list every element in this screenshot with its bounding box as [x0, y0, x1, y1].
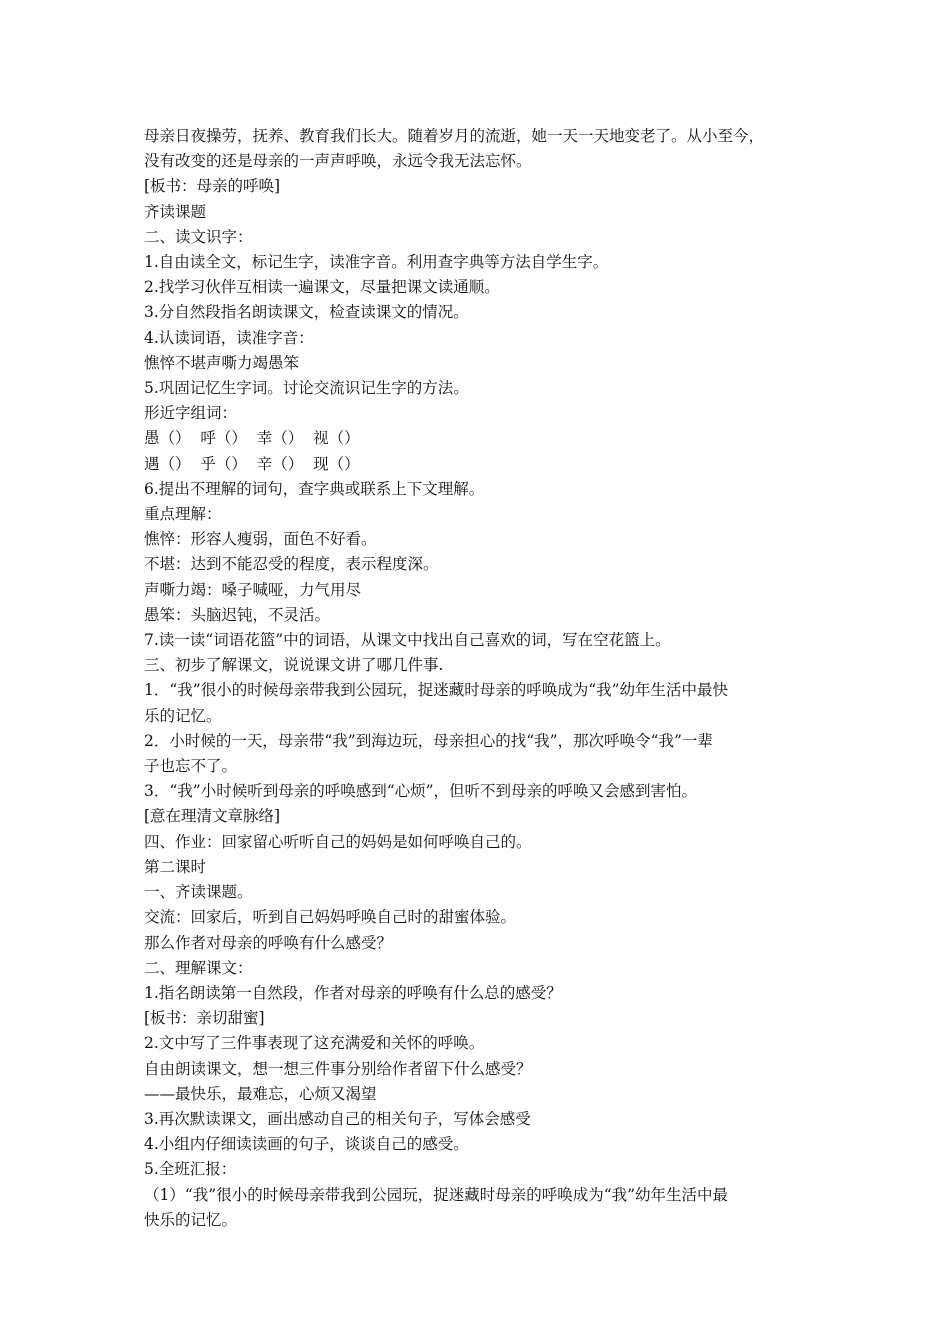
list-item: 7.读一读“词语花篮”中的词语，从课文中找出自己喜欢的词，写在空花篮上。 — [144, 631, 671, 650]
list-item: 1.自由读全文，标记生字，读准字音。利用查字典等方法自学生字。 — [144, 253, 609, 272]
lesson-heading: 第二课时 — [144, 857, 207, 876]
exercise-row: 遇（） 乎（） 辛（） 现（） — [144, 454, 360, 473]
list-item: （1）“我”很小的时候母亲带我到公园玩，捉迷藏时母亲的呼唤成为“我”幼年生活中最 — [144, 1185, 729, 1204]
text-line: 形近字组词： — [144, 404, 238, 423]
list-item: 3.分自然段指名朗读课文，检查读课文的情况。 — [144, 303, 469, 322]
list-item: 4.认读词语，读准字音： — [144, 328, 314, 347]
definition-line: 憔悴：形容人瘦弱，面色不好看。 — [144, 530, 377, 549]
list-item: 5.全班汇报： — [144, 1160, 237, 1179]
list-item: 6.提出不理解的词句，查字典或联系上下文理解。 — [144, 479, 485, 498]
list-item: 2.找学习伙伴互相读一遍课文，尽量把课文读通顺。 — [144, 278, 500, 297]
text-line: 乐的记忆。 — [144, 706, 222, 725]
list-item: 3.再次默读课文，画出感动自己的相关句子，写体会感受 — [144, 1109, 531, 1128]
list-item: 2.文中写了三件事表现了这充满爱和关怀的呼唤。 — [144, 1034, 485, 1053]
definition-line: 愚笨：头脑迟钝，不灵活。 — [144, 605, 331, 624]
text-line: ——最快乐，最难忘，心烦又渴望 — [144, 1084, 377, 1103]
text-line: 子也忘不了。 — [144, 757, 238, 776]
board-note: [意在理清文章脉络] — [144, 807, 281, 826]
board-note: [板书：母亲的呼唤] — [144, 177, 281, 196]
section-heading: 三、初步了解课文，说说课文讲了哪几件事. — [144, 656, 444, 675]
definition-line: 不堪：达到不能忍受的程度，表示程度深。 — [144, 555, 439, 574]
section-heading: 二、理解课文： — [144, 958, 253, 977]
document-body — [144, 124, 810, 1233]
text-line: 自由朗读课文，想一想三件事分别给作者留下什么感受？ — [144, 1059, 532, 1078]
text-line: 齐读课题 — [144, 202, 207, 221]
text-line: 那么作者对母亲的呼唤有什么感受？ — [144, 933, 393, 952]
list-item: 5.巩固记忆生字词。讨论交流识记生字的方法。 — [144, 379, 469, 398]
section-heading: 二、读文识字： — [144, 227, 253, 246]
list-item: 2．小时候的一天，母亲带“我”到海边玩，母亲担心的找“我”，那次呼唤令“我”一辈 — [144, 731, 713, 750]
exercise-row: 愚（） 呼（） 幸（） 视（） — [144, 429, 360, 448]
text-line: 没有改变的还是母亲的一声声呼唤，永远令我无法忘怀。 — [144, 152, 532, 171]
definition-line: 声嘶力竭：嗓子喊哑，力气用尽 — [144, 580, 362, 599]
section-heading: 四、作业：回家留心听听自己的妈妈是如何呼唤自己的。 — [144, 832, 532, 851]
board-note: [板书：亲切甜蜜] — [144, 1009, 265, 1028]
list-item: 4.小组内仔细读读画的句子，谈谈自己的感受。 — [144, 1135, 469, 1154]
list-item: 1.指名朗读第一自然段，作者对母亲的呼唤有什么总的感受？ — [144, 983, 562, 1002]
list-item: 1．“我”很小的时候母亲带我到公园玩，捉迷藏时母亲的呼唤成为“我”幼年生活中最快 — [144, 681, 729, 700]
vocabulary-line: 憔悴不堪声嘶力竭愚笨 — [144, 353, 300, 372]
list-item: 3．“我”小时候听到母亲的呼唤感到“心烦”，但听不到母亲的呼唤又会感到害怕。 — [144, 782, 698, 801]
text-line: 母亲日夜操劳，抚养、教育我们长大。随着岁月的流逝，她一天一天地变老了。从小至今， — [144, 127, 765, 145]
text-line: 交流：回家后，听到自己妈妈呼唤自己时的甜蜜体验。 — [144, 908, 517, 927]
text-line: 重点理解： — [144, 505, 222, 524]
section-heading: 一、齐读课题。 — [144, 883, 253, 902]
text-line: 快乐的记忆。 — [144, 1210, 238, 1229]
